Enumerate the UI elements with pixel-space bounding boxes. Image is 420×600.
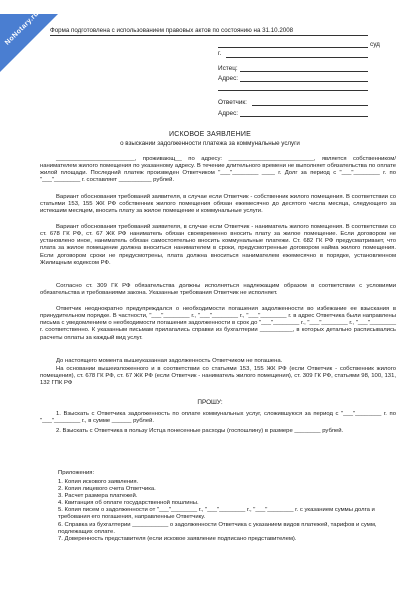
court-name-line	[218, 47, 368, 48]
request-item-1: 1. Взыскать с Ответчика задолженность по оплате коммунальных услуг, сложившуюся за период с "___"________ г. по "___"________ г., в сумме ______ рублей.	[40, 411, 396, 425]
attachment-item: 5. Копия писем о задолженности от "___"________ г., "___"________ г., "___"________ г. с указанием суммы долга и требования его погашения, направленные Ответчику.	[58, 507, 375, 521]
watermark-text: NoNotary.ru	[4, 10, 41, 47]
plaintiff-label: Истец:	[218, 65, 238, 72]
document-subtitle: о взыскании задолженности платежа за коммунальные услуги	[120, 140, 300, 147]
plaintiff-address-line-2	[218, 90, 368, 91]
plaintiff-line	[240, 71, 368, 72]
defendant-line	[252, 105, 368, 106]
paragraph-not-paid: До настоящего момента вышеуказанная задолженность Ответчиком не погашена.	[56, 358, 283, 364]
paragraph-legal-basis: На основании вышеизложенного и в соответствии со статьями 153, 155 ЖК РФ (если Ответчик - собственник жилого помещения), ст. 678 ГК РФ, ст. 67 ЖК РФ (если Ответчик - наниматель жилого помещения), ст. 309 ГК РФ, статьями 98, 100, 131, 132 ГПК РФ	[40, 366, 396, 387]
attachments-list	[58, 479, 396, 543]
plaintiff-address-label: Адрес:	[218, 75, 239, 82]
attachment-item: 2. Копия лицевого счета Ответчика.	[58, 486, 156, 493]
header-note: Форма подготовлена с использованием правовых актов по состоянию на 31.10.2008	[50, 27, 294, 34]
defendant-label: Ответчик:	[218, 99, 247, 106]
attachments-title: Приложения:	[58, 470, 95, 476]
defendant-address-label: Адрес:	[218, 110, 239, 117]
request-title: ПРОШУ:	[197, 399, 223, 406]
court-suffix: суд	[370, 41, 380, 48]
city-prefix: г.	[218, 50, 222, 57]
attachment-item: 4. Квитанция об оплате государственной пошлины.	[58, 500, 199, 507]
header-rule	[50, 35, 368, 36]
paragraph-warnings: Ответчик неоднократно предупреждался о необходимости погашения задолженности во избежание ее взыскания в принудительном порядке. В частности, "___"________ г., "___"________ г., "___"________ г. в адрес Ответчика были направлены письма с уведомлением о необходимости погашения задолженности в срок до "___"________ г., "___"________ г., "___"________ г. соответственно. К указанным письмам прилагались справки из бухгалтерии __________, в которых детально расписывались расчеты оплаты за каждый вид услуг.	[40, 306, 396, 341]
document-title: ИСКОВОЕ ЗАЯВЛЕНИЕ	[169, 131, 251, 138]
attachment-item: 6. Справка из бухгалтерии ___________ о задолженности Ответчика с указанием видов платежей, тарифов и сумм, подлежащих оплате.	[58, 521, 377, 535]
city-line	[226, 57, 368, 58]
defendant-address-line	[240, 116, 368, 117]
paragraph-tenant-variant: Вариант обоснования требований заявителя, в случае если Ответчик - наниматель жилого помещения. В соответствии со ст. 678 ГК РФ, ст. 67 ЖК РФ наниматель обязан своевременно вносить плату за жилое помещение. Если договором не установлено иное, наниматель обязан самостоятельно вносить коммунальные платежи. Ст. 682 ГК РФ предусматривает, что плата за жилое помещение должна вноситься нанимателем в сроки, предусмотренные договором найма жилого помещения. Если договором сроки не предусмотрены, плата должна вноситься нанимателем ежемесячно в порядке, установленном Жилищным кодексом РФ.	[40, 224, 396, 266]
attachment-item: 3. Расчет размера платежей.	[58, 493, 138, 500]
paragraph-owner-variant: Вариант обоснования требований заявителя, в случае если Ответчик - собственник жилого помещения. В соответствии со статьями 153, 155 ЖК РФ собственник жилого помещения обязан ежемесячно до десятого числа месяца, следующего за истекшим месяцем, вносить плату за жилое помещение и коммунальные услуги.	[40, 194, 396, 215]
paragraph-gk-309: Согласно ст. 309 ГК РФ обязательства должны исполняться надлежащим образом в соответствии с условиями обязательства и требованиями закона. Указанные требования Ответчик не исполняет.	[40, 283, 396, 297]
request-item-2: 2. Взыскать с Ответчика в пользу Истца понесенные расходы (госпошлину) в размере ________ рублей.	[56, 428, 344, 434]
plaintiff-address-line	[240, 81, 368, 82]
attachment-item: 1. Копия искового заявления.	[58, 479, 139, 485]
paragraph-debt-facts: ________________________, проживающ__ по адресу: __________________________, является собственником/нанимателем жилого помещения по указанному адресу. В течение длительного времени не выполняет обязательства по оплате жилой площади. Последний платеж произведен Ответчиком "___"________ ____ г. Долг за период с "___"________ г. по "___"________ г. составляет __________ рублей.	[40, 156, 396, 184]
attachment-item: 7. Доверенность представителя (если исковое заявление подписано представителем).	[58, 535, 297, 542]
